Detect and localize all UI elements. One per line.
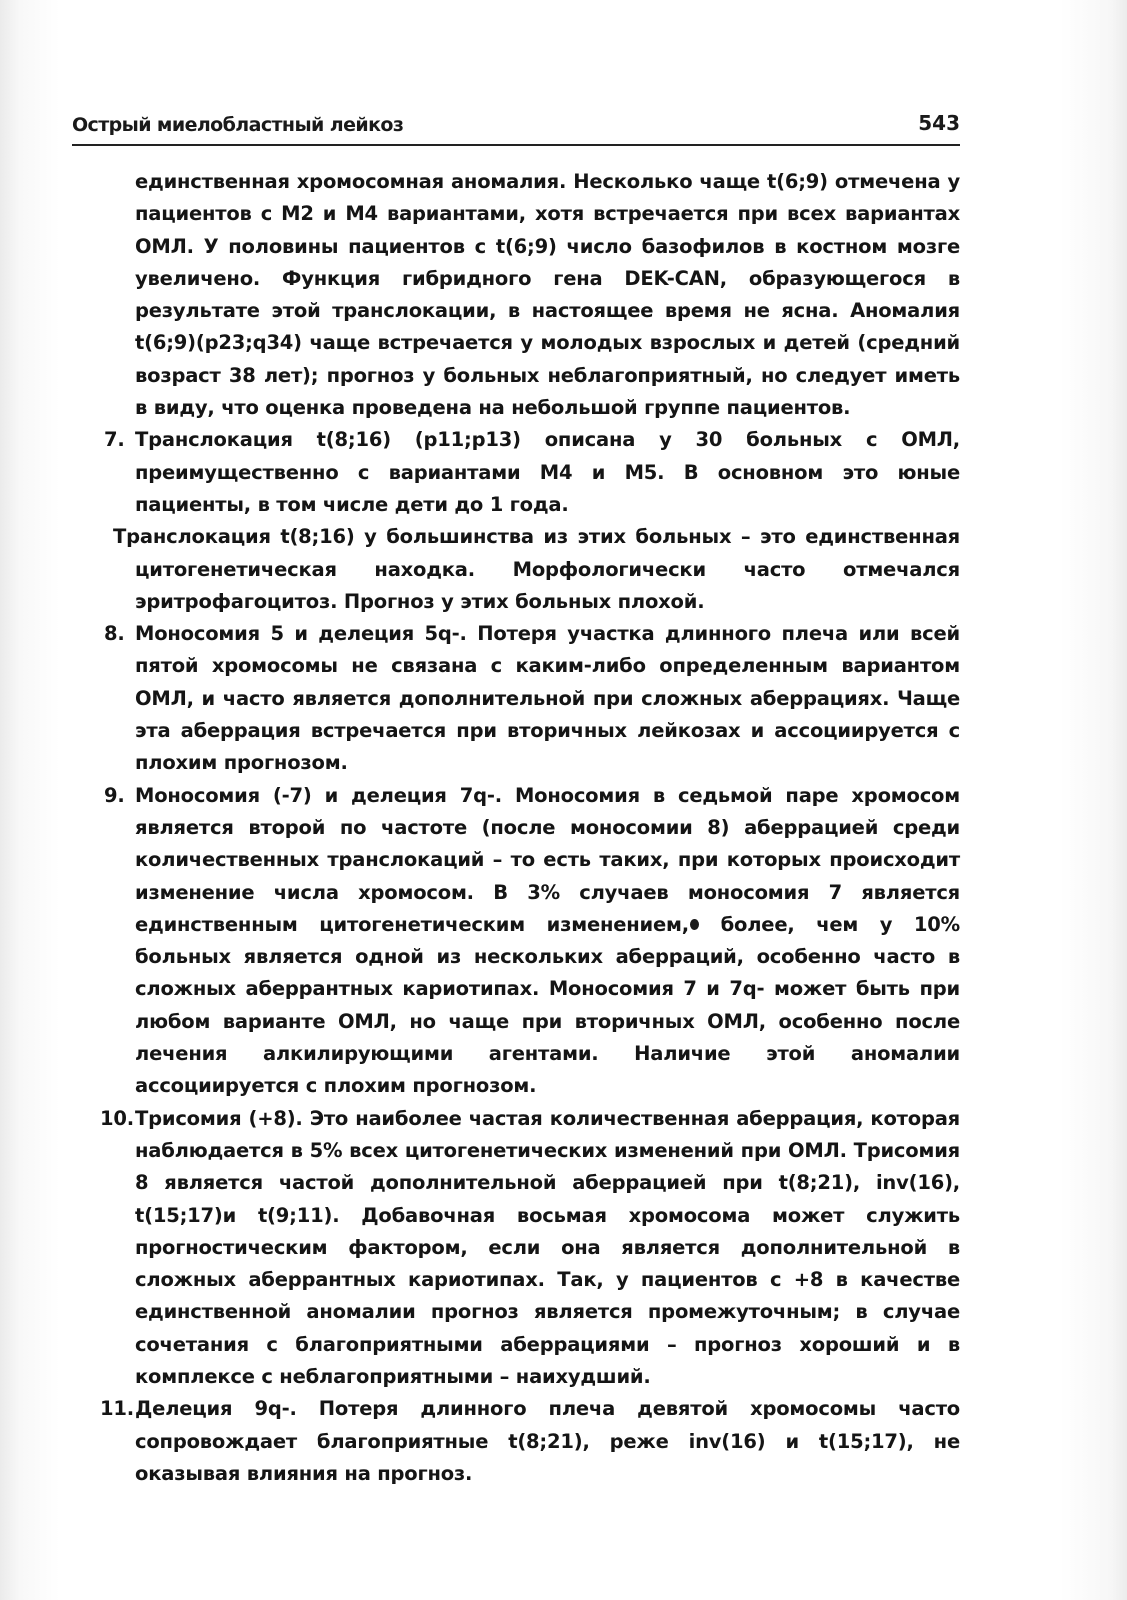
list-number-8: 8. bbox=[104, 622, 125, 646]
list-item-11 bbox=[100, 1393, 960, 1490]
list-number-7: 7. bbox=[104, 428, 125, 452]
list-number-11: 11. bbox=[100, 1397, 134, 1421]
list-text-10: Трисомия (+8). Это наиболее частая количественная аберрация, которая наблюдается в 5% всех цитогенетических изменений при ОМЛ. Трисомия 8 является частой дополнительной аберрацией при t(8;21), inv(16), t(15;17)и t(9;11). Добавочная восьмая хромосома может служить прогностическим фактором, если она является дополнительной в сложных аберрантных кариотипах. Так, у пациентов с +8 в качестве единственной аномалии прогноз является промежуточным; в случае сочетания с благоприятными аберрациями – прогноз хороший и в комплексе с неблагоприятными – наихудший. bbox=[135, 1106, 960, 1388]
continuation-paragraph: Транслокация t(8;16) у большинства из этих больных – это единственная цитогенетическая находка. Морфологически часто отмечался эритрофагоцитоз. Прогноз у этих больных плохой. bbox=[113, 525, 960, 613]
page-number: 543 bbox=[918, 111, 960, 135]
ink-smudge-mark bbox=[690, 919, 699, 930]
list-number-10: 10. bbox=[100, 1106, 134, 1130]
header-rule bbox=[72, 144, 960, 146]
list-text-7: Транслокация t(8;16) (p11;p13) описана у 30 больных с ОМЛ, преимущественно с вариантами M4 и M5. В основном это юные пациенты, в том числе дети до 1 года. bbox=[135, 428, 960, 516]
list-number-9: 9. bbox=[104, 783, 125, 807]
page-header bbox=[72, 104, 960, 144]
intro-paragraph: единственная хромосомная аномалия. Несколько чаще t(6;9) отмечена у пациентов с M2 и M4 вариантами, хотя встречается при всех вариантах ОМЛ. У половины пациентов с t(6;9) число базофилов в костном мозге увеличено. Функция гибридного гена DEK-CAN, образующегося в результате этой транслокации, в настоящее время не ясна. Аномалия t(6;9)(p23;q34) чаще встречается у молодых взрослых и детей (средний возраст 38 лет); прогноз у больных неблагоприятный, но следует иметь в виду, что оценка проведена на небольшой группе пациентов. bbox=[135, 170, 960, 420]
list-item-8 bbox=[104, 618, 960, 779]
list-item-7 bbox=[104, 424, 960, 521]
running-title: Острый миелобластный лейкоз bbox=[72, 114, 404, 136]
body-text bbox=[100, 166, 960, 1490]
list-text-9-part1: Моносомия (-7) и делеция 7q-. Моносомия в седьмой паре хромосом является второй по частоте (после моносомии 8) аберрацией среди количественных транслокаций – то есть таких, при которых происходит изменение числа хромосом. В 3% случаев моносомия 7 является единственным цитогенетическим изменением, bbox=[135, 783, 960, 936]
list-text-8: Моносомия 5 и делеция 5q-. Потеря участка длинного плеча или всей пятой хромосомы не связана с каким-либо определенным вариантом ОМЛ, и часто является дополнительной при сложных аберрациях. Чаще эта аберрация встречается при вторичных лейкозах и ассоциируется с плохим прогнозом. bbox=[135, 622, 960, 775]
list-item-10 bbox=[100, 1103, 960, 1394]
list-text-9-part2: более, чем у 10% больных является одной из нескольких аберраций, особенно часто в сложных аберрантных кариотипах. Моносомия 7 и 7q- может быть при любом варианте ОМЛ, но чаще при вторичных ОМЛ, особенно после лечения алкилирующими агентами. Наличие этой аномалии ассоциируется с плохим прогнозом. bbox=[135, 912, 960, 1098]
list-text-11: Делеция 9q-. Потеря длинного плеча девятой хромосомы часто сопровождает благоприятные t(8;21), реже inv(16) и t(15;17), не оказывая влияния на прогноз. bbox=[135, 1397, 960, 1485]
list-item-9 bbox=[104, 780, 960, 1103]
